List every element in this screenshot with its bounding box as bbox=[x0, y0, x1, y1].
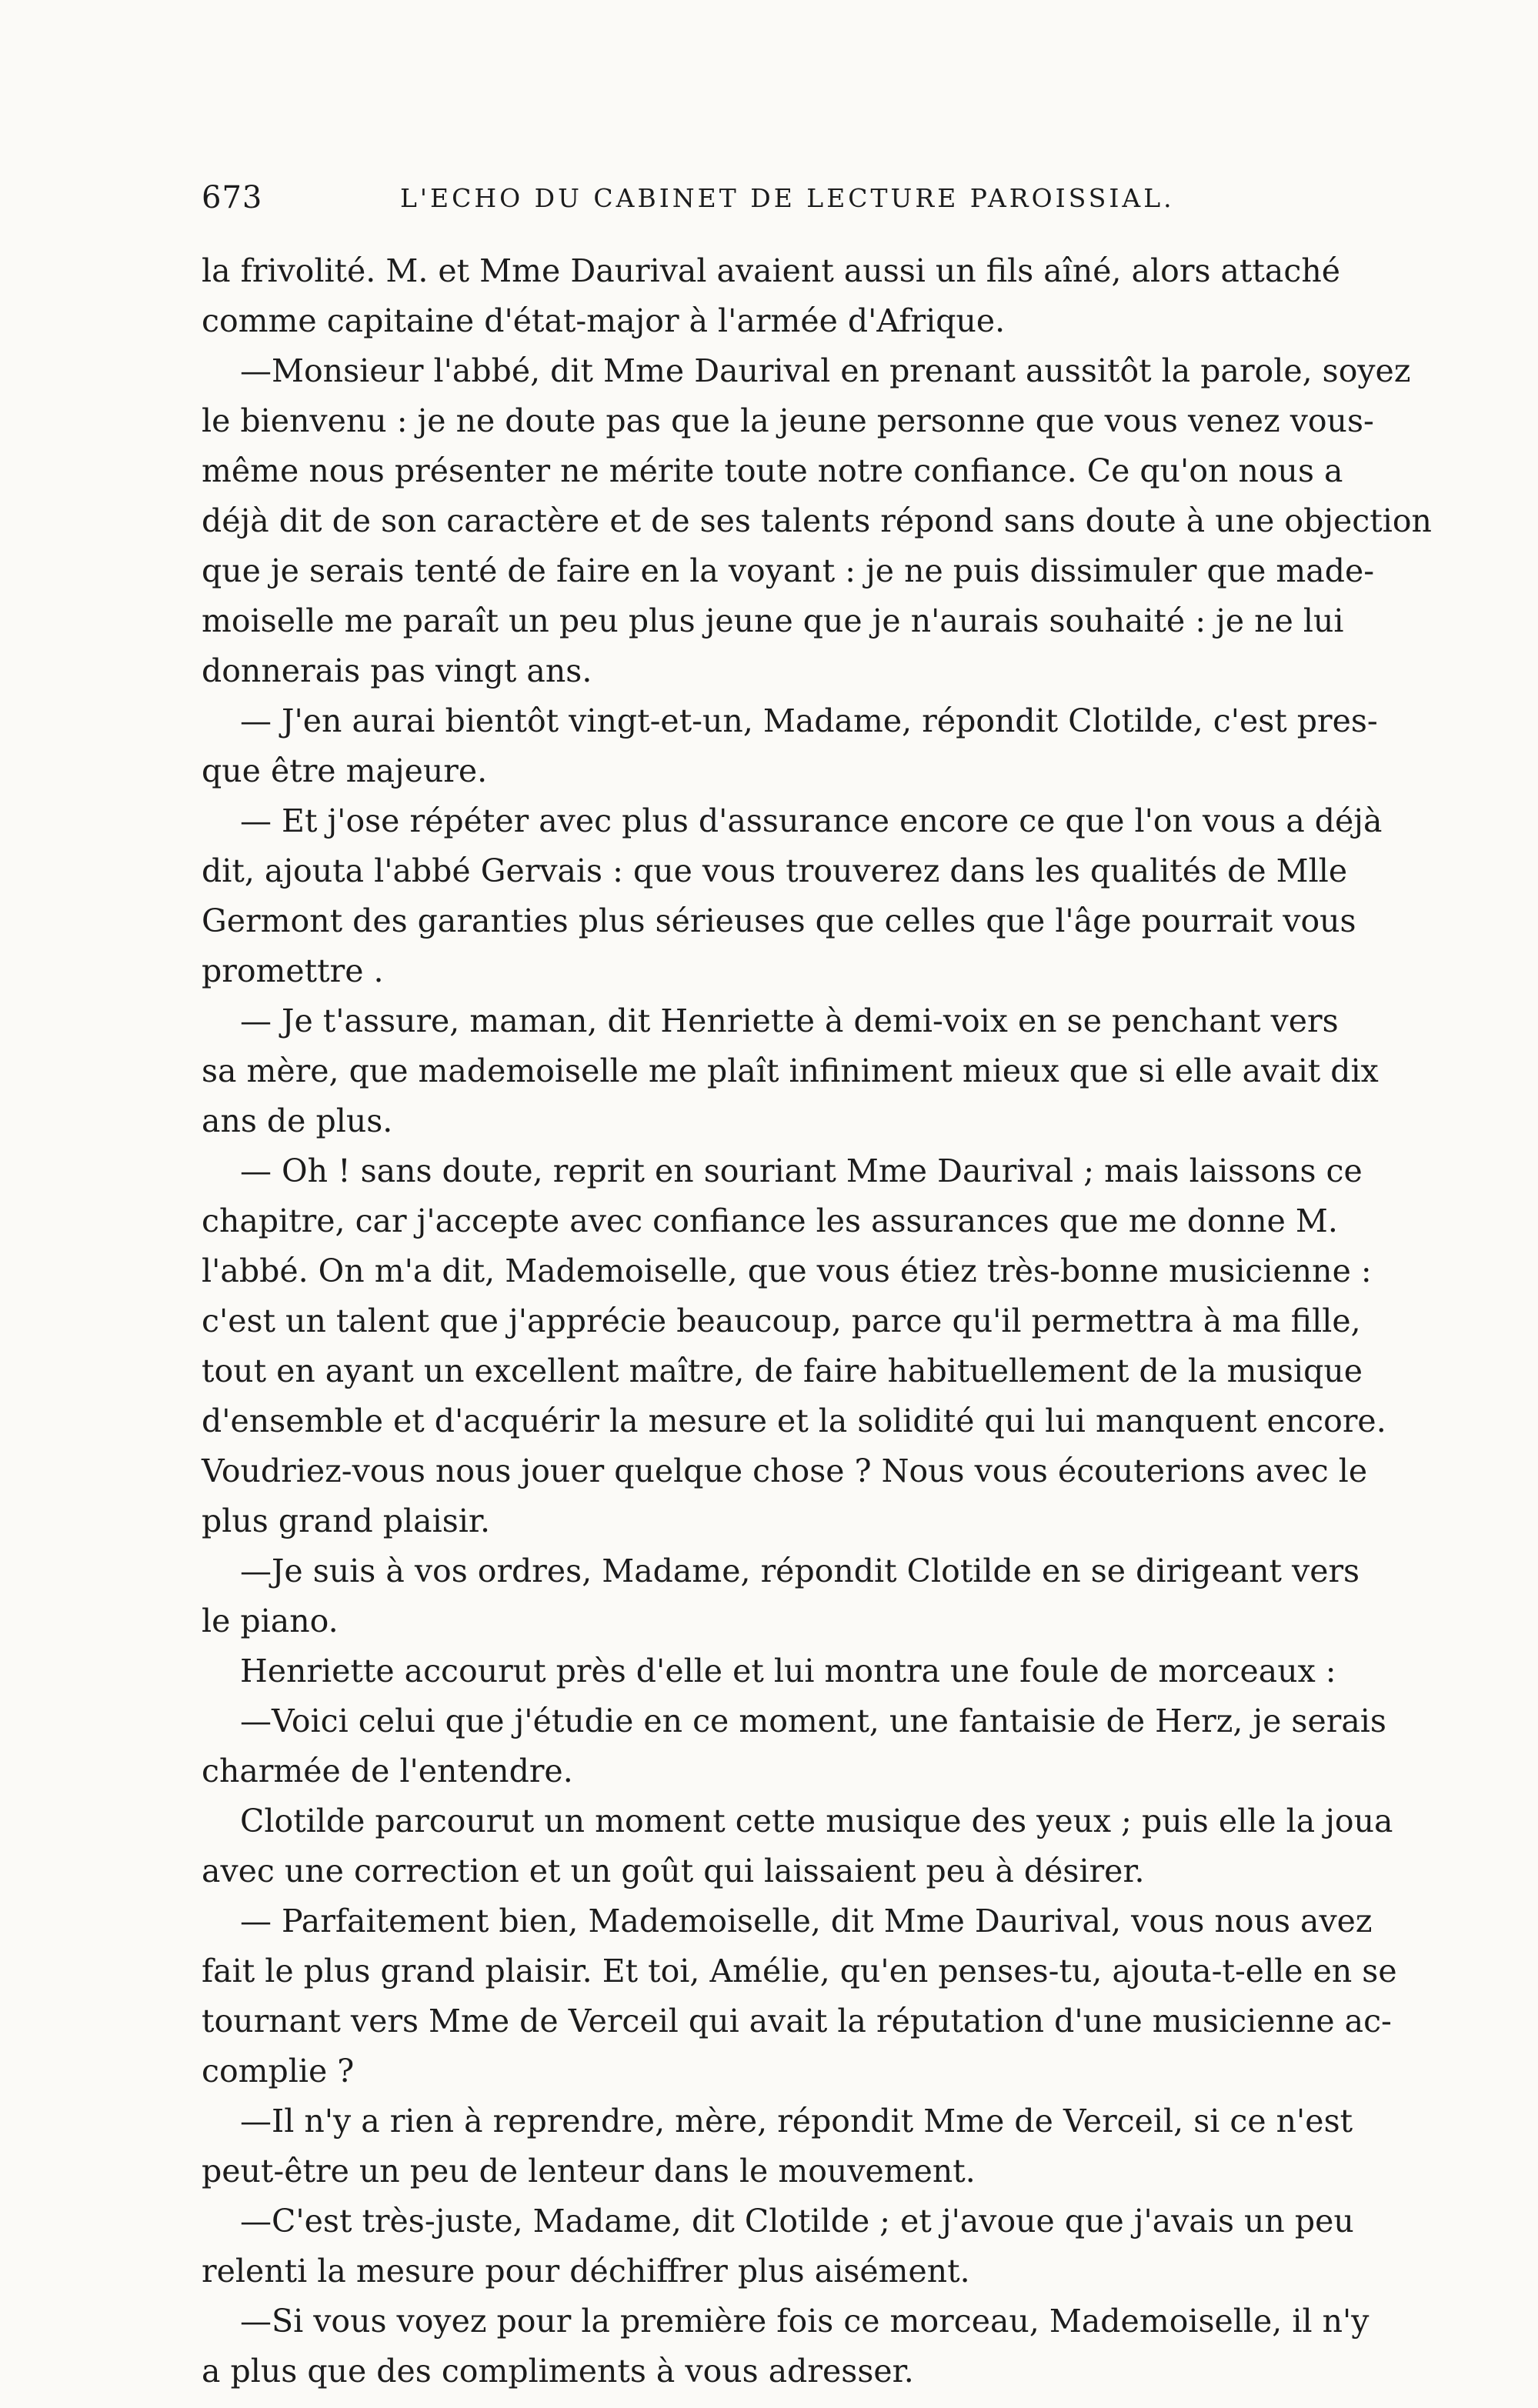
text-line: l'abbé. On m'a dit, Mademoiselle, que vous étiez très-bonne musicienne : bbox=[202, 1252, 1372, 1289]
text-line: Henriette accourut près d'elle et lui montra une foule de morceaux : bbox=[240, 1653, 1336, 1689]
text-line: chapitre, car j'accepte avec confiance les assurances que me donne M. bbox=[202, 1202, 1338, 1239]
text-line: —Monsieur l'abbé, dit Mme Daurival en prenant aussitôt la parole, soyez bbox=[240, 352, 1411, 389]
text-line: charmée de l'entendre. bbox=[202, 1753, 573, 1789]
body-text bbox=[202, 246, 1432, 2396]
text-line: — Je t'assure, maman, dit Henriette à demi-voix en se penchant vers bbox=[240, 1002, 1339, 1039]
text-line: le piano. bbox=[202, 1603, 339, 1639]
text-line: plus grand plaisir. bbox=[202, 1502, 491, 1539]
text-line: comme capitaine d'état-major à l'armée d'Afrique. bbox=[202, 302, 1006, 339]
text-line: peut-être un peu de lenteur dans le mouvement. bbox=[202, 2153, 976, 2190]
text-line: promettre . bbox=[202, 952, 384, 989]
text-line: d'ensemble et d'acquérir la mesure et la solidité qui lui manquent encore. bbox=[202, 1402, 1386, 1439]
text-line: sa mère, que mademoiselle me plaît infiniment mieux que si elle avait dix bbox=[202, 1052, 1379, 1089]
text-line: —C'est très-juste, Madame, dit Clotilde ; et j'avoue que j'avais un peu bbox=[240, 2203, 1354, 2240]
text-line: relenti la mesure pour déchiffrer plus aisément. bbox=[202, 2253, 970, 2290]
text-line: —Je suis à vos ordres, Madame, répondit Clotilde en se dirigeant vers bbox=[240, 1553, 1360, 1589]
text-line: —Il n'y a rien à reprendre, mère, répondit Mme de Verceil, si ce n'est bbox=[240, 2103, 1353, 2140]
text-line: fait le plus grand plaisir. Et toi, Amélie, qu'en penses-tu, ajouta-t-elle en se bbox=[202, 1953, 1397, 1989]
running-head bbox=[202, 180, 1333, 226]
text-line: Clotilde parcourut un moment cette musique des yeux ; puis elle la joua bbox=[240, 1803, 1393, 1839]
text-line: donnerais pas vingt ans. bbox=[202, 652, 592, 689]
text-line: — Et j'ose répéter avec plus d'assurance encore ce que l'on vous a déjà bbox=[240, 802, 1383, 839]
text-line: — J'en aurai bientôt vingt-et-un, Madame, répondit Clotilde, c'est pres- bbox=[240, 702, 1378, 739]
text-line: — Oh ! sans doute, reprit en souriant Mme Daurival ; mais laissons ce bbox=[240, 1152, 1363, 1189]
text-line: le bienvenu : je ne doute pas que la jeune personne que vous venez vous- bbox=[202, 402, 1374, 439]
text-line: Germont des garanties plus sérieuses que celles que l'âge pourrait vous bbox=[202, 902, 1356, 939]
page-number: 673 bbox=[202, 180, 263, 215]
text-line: c'est un talent que j'apprécie beaucoup, parce qu'il permettra à ma fille, bbox=[202, 1302, 1361, 1339]
text-line: déjà dit de son caractère et de ses talents répond sans doute à une objection bbox=[202, 502, 1432, 539]
text-line: —Si vous voyez pour la première fois ce morceau, Mademoiselle, il n'y bbox=[240, 2303, 1370, 2340]
text-line: que être majeure. bbox=[202, 752, 488, 789]
text-line: —Voici celui que j'étudie en ce moment, une fantaisie de Herz, je serais bbox=[240, 1703, 1386, 1739]
text-line: ans de plus. bbox=[202, 1102, 393, 1139]
text-line: même nous présenter ne mérite toute notre confiance. Ce qu'on nous a bbox=[202, 452, 1343, 489]
text-line: Voudriez-vous nous jouer quelque chose ? Nous vous écouterions avec le bbox=[202, 1452, 1368, 1489]
text-line: moiselle me paraît un peu plus jeune que je n'aurais souhaité : je ne lui bbox=[202, 602, 1344, 639]
text-line: a plus que des compliments à vous adresser. bbox=[202, 2353, 914, 2390]
text-line: que je serais tenté de faire en la voyant : je ne puis dissimuler que made- bbox=[202, 552, 1375, 589]
journal-title: L'ECHO DU CABINET DE LECTURE PAROISSIAL. bbox=[400, 183, 1175, 213]
text-line: complie ? bbox=[202, 2053, 355, 2089]
text-line: la frivolité. M. et Mme Daurival avaient aussi un fils aîné, alors attaché bbox=[202, 252, 1340, 289]
text-line: dit, ajouta l'abbé Gervais : que vous trouverez dans les qualités de Mlle bbox=[202, 852, 1348, 889]
text-line: tournant vers Mme de Verceil qui avait la réputation d'une musicienne ac- bbox=[202, 2003, 1392, 2039]
text-line: — Parfaitement bien, Mademoiselle, dit Mme Daurival, vous nous avez bbox=[240, 1903, 1373, 1939]
text-line: avec une correction et un goût qui laissaient peu à désirer. bbox=[202, 1853, 1145, 1889]
text-line: tout en ayant un excellent maître, de faire habituellement de la musique bbox=[202, 1352, 1363, 1389]
